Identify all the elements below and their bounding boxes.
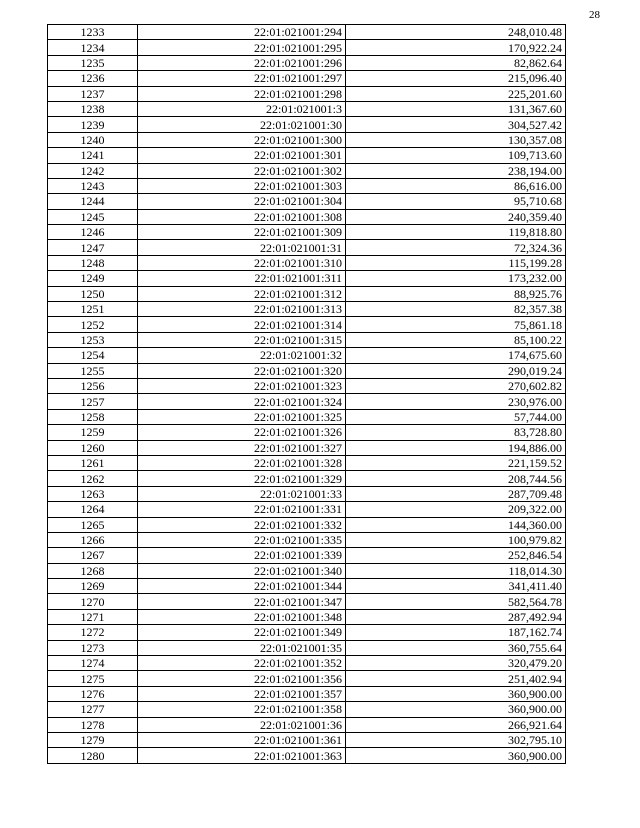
table-row	[48, 686, 566, 701]
cadastral-number-cell: 22:01:021001:347	[138, 594, 346, 609]
row-number-cell: 1271	[48, 609, 138, 624]
row-number-cell: 1251	[48, 302, 138, 317]
value-cell: 304,527.42	[346, 117, 566, 132]
value-cell: 72,324.36	[346, 240, 566, 255]
table-row	[48, 363, 566, 378]
table-row	[48, 702, 566, 717]
cadastral-number-cell: 22:01:021001:31	[138, 240, 346, 255]
table-row	[48, 409, 566, 424]
value-cell: 144,360.00	[346, 517, 566, 532]
cadastral-number-cell: 22:01:021001:311	[138, 271, 346, 286]
row-number-cell: 1260	[48, 440, 138, 455]
row-number-cell: 1273	[48, 640, 138, 655]
row-number-cell: 1275	[48, 671, 138, 686]
table-row	[48, 317, 566, 332]
value-cell: 248,010.48	[346, 25, 566, 40]
table-row	[48, 656, 566, 671]
table-row	[48, 517, 566, 532]
value-cell: 174,675.60	[346, 348, 566, 363]
table-row	[48, 225, 566, 240]
table-row	[48, 671, 566, 686]
table-row	[48, 117, 566, 132]
row-number-cell: 1274	[48, 656, 138, 671]
value-cell: 287,492.94	[346, 609, 566, 624]
cadastral-number-cell: 22:01:021001:309	[138, 225, 346, 240]
value-cell: 57,744.00	[346, 409, 566, 424]
cadastral-number-cell: 22:01:021001:298	[138, 86, 346, 101]
table-row	[48, 594, 566, 609]
value-cell: 341,411.40	[346, 579, 566, 594]
row-number-cell: 1257	[48, 394, 138, 409]
table-row	[48, 732, 566, 747]
table-row	[48, 194, 566, 209]
table-row	[48, 86, 566, 101]
table-row	[48, 209, 566, 224]
cadastral-number-cell: 22:01:021001:294	[138, 25, 346, 40]
row-number-cell: 1256	[48, 378, 138, 393]
row-number-cell: 1241	[48, 148, 138, 163]
cadastral-number-cell: 22:01:021001:30	[138, 117, 346, 132]
cadastral-number-cell: 22:01:021001:326	[138, 425, 346, 440]
row-number-cell: 1263	[48, 486, 138, 501]
row-number-cell: 1247	[48, 240, 138, 255]
cadastral-number-cell: 22:01:021001:339	[138, 548, 346, 563]
cadastral-number-cell: 22:01:021001:3	[138, 101, 346, 116]
value-cell: 194,886.00	[346, 440, 566, 455]
table-row	[48, 471, 566, 486]
value-cell: 225,201.60	[346, 86, 566, 101]
row-number-cell: 1236	[48, 71, 138, 86]
row-number-cell: 1240	[48, 132, 138, 147]
value-cell: 290,019.24	[346, 363, 566, 378]
value-cell: 119,818.80	[346, 225, 566, 240]
cadastral-number-cell: 22:01:021001:300	[138, 132, 346, 147]
cadastral-value-table	[47, 24, 566, 764]
value-cell: 215,096.40	[346, 71, 566, 86]
table-row	[48, 717, 566, 732]
cadastral-number-cell: 22:01:021001:335	[138, 532, 346, 547]
value-cell: 360,900.00	[346, 702, 566, 717]
table-row	[48, 486, 566, 501]
row-number-cell: 1269	[48, 579, 138, 594]
table-row	[48, 302, 566, 317]
value-cell: 230,976.00	[346, 394, 566, 409]
table-row	[48, 332, 566, 347]
cadastral-number-cell: 22:01:021001:302	[138, 163, 346, 178]
table-row	[48, 579, 566, 594]
row-number-cell: 1237	[48, 86, 138, 101]
row-number-cell: 1267	[48, 548, 138, 563]
row-number-cell: 1234	[48, 40, 138, 55]
table-row	[48, 71, 566, 86]
table-row	[48, 240, 566, 255]
table-row	[48, 548, 566, 563]
cadastral-number-cell: 22:01:021001:314	[138, 317, 346, 332]
cadastral-number-cell: 22:01:021001:297	[138, 71, 346, 86]
table-row	[48, 532, 566, 547]
row-number-cell: 1265	[48, 517, 138, 532]
value-cell: 83,728.80	[346, 425, 566, 440]
cadastral-number-cell: 22:01:021001:340	[138, 563, 346, 578]
value-cell: 360,900.00	[346, 748, 566, 763]
row-number-cell: 1244	[48, 194, 138, 209]
cadastral-number-cell: 22:01:021001:304	[138, 194, 346, 209]
page-number: 28	[589, 9, 600, 21]
value-cell: 131,367.60	[346, 101, 566, 116]
cadastral-number-cell: 22:01:021001:332	[138, 517, 346, 532]
cadastral-number-cell: 22:01:021001:325	[138, 409, 346, 424]
value-cell: 82,862.64	[346, 55, 566, 70]
row-number-cell: 1268	[48, 563, 138, 578]
cadastral-number-cell: 22:01:021001:324	[138, 394, 346, 409]
value-cell: 95,710.68	[346, 194, 566, 209]
cadastral-number-cell: 22:01:021001:320	[138, 363, 346, 378]
value-cell: 75,861.18	[346, 317, 566, 332]
value-cell: 88,925.76	[346, 286, 566, 301]
row-number-cell: 1261	[48, 455, 138, 470]
table-row	[48, 625, 566, 640]
row-number-cell: 1266	[48, 532, 138, 547]
table-row	[48, 748, 566, 763]
row-number-cell: 1278	[48, 717, 138, 732]
value-cell: 170,922.24	[346, 40, 566, 55]
cadastral-number-cell: 22:01:021001:331	[138, 502, 346, 517]
cadastral-number-cell: 22:01:021001:33	[138, 486, 346, 501]
value-cell: 100,979.82	[346, 532, 566, 547]
row-number-cell: 1279	[48, 732, 138, 747]
table-row	[48, 286, 566, 301]
row-number-cell: 1254	[48, 348, 138, 363]
table-row	[48, 148, 566, 163]
value-cell: 582,564.78	[346, 594, 566, 609]
cadastral-number-cell: 22:01:021001:308	[138, 209, 346, 224]
row-number-cell: 1259	[48, 425, 138, 440]
row-number-cell: 1239	[48, 117, 138, 132]
value-cell: 173,232.00	[346, 271, 566, 286]
table-row	[48, 348, 566, 363]
row-number-cell: 1252	[48, 317, 138, 332]
row-number-cell: 1242	[48, 163, 138, 178]
cadastral-number-cell: 22:01:021001:310	[138, 255, 346, 270]
row-number-cell: 1238	[48, 101, 138, 116]
row-number-cell: 1249	[48, 271, 138, 286]
value-cell: 252,846.54	[346, 548, 566, 563]
table-row	[48, 55, 566, 70]
cadastral-number-cell: 22:01:021001:363	[138, 748, 346, 763]
value-cell: 82,357.38	[346, 302, 566, 317]
table-row	[48, 563, 566, 578]
row-number-cell: 1255	[48, 363, 138, 378]
value-cell: 360,900.00	[346, 686, 566, 701]
row-number-cell: 1258	[48, 409, 138, 424]
cadastral-number-cell: 22:01:021001:349	[138, 625, 346, 640]
row-number-cell: 1233	[48, 25, 138, 40]
row-number-cell: 1250	[48, 286, 138, 301]
value-cell: 360,755.64	[346, 640, 566, 655]
row-number-cell: 1262	[48, 471, 138, 486]
value-cell: 240,359.40	[346, 209, 566, 224]
value-cell: 287,709.48	[346, 486, 566, 501]
table-body	[48, 25, 566, 764]
row-number-cell: 1272	[48, 625, 138, 640]
value-cell: 238,194.00	[346, 163, 566, 178]
row-number-cell: 1246	[48, 225, 138, 240]
row-number-cell: 1270	[48, 594, 138, 609]
cadastral-number-cell: 22:01:021001:36	[138, 717, 346, 732]
table-row	[48, 101, 566, 116]
table-row	[48, 132, 566, 147]
row-number-cell: 1248	[48, 255, 138, 270]
value-cell: 266,921.64	[346, 717, 566, 732]
table-row	[48, 40, 566, 55]
table-row	[48, 425, 566, 440]
table-row	[48, 502, 566, 517]
value-cell: 86,616.00	[346, 178, 566, 193]
value-cell: 221,159.52	[346, 455, 566, 470]
cadastral-number-cell: 22:01:021001:357	[138, 686, 346, 701]
cadastral-number-cell: 22:01:021001:301	[138, 148, 346, 163]
value-cell: 187,162.74	[346, 625, 566, 640]
value-cell: 251,402.94	[346, 671, 566, 686]
cadastral-number-cell: 22:01:021001:348	[138, 609, 346, 624]
value-cell: 118,014.30	[346, 563, 566, 578]
row-number-cell: 1245	[48, 209, 138, 224]
row-number-cell: 1276	[48, 686, 138, 701]
value-cell: 208,744.56	[346, 471, 566, 486]
value-cell: 109,713.60	[346, 148, 566, 163]
value-cell: 270,602.82	[346, 378, 566, 393]
value-cell: 115,199.28	[346, 255, 566, 270]
row-number-cell: 1280	[48, 748, 138, 763]
cadastral-number-cell: 22:01:021001:323	[138, 378, 346, 393]
row-number-cell: 1264	[48, 502, 138, 517]
cadastral-number-cell: 22:01:021001:295	[138, 40, 346, 55]
cadastral-number-cell: 22:01:021001:303	[138, 178, 346, 193]
value-cell: 85,100.22	[346, 332, 566, 347]
cadastral-number-cell: 22:01:021001:32	[138, 348, 346, 363]
table-row	[48, 609, 566, 624]
row-number-cell: 1277	[48, 702, 138, 717]
row-number-cell: 1253	[48, 332, 138, 347]
cadastral-number-cell: 22:01:021001:315	[138, 332, 346, 347]
table-row	[48, 163, 566, 178]
cadastral-number-cell: 22:01:021001:313	[138, 302, 346, 317]
cadastral-number-cell: 22:01:021001:344	[138, 579, 346, 594]
table-row	[48, 455, 566, 470]
cadastral-number-cell: 22:01:021001:327	[138, 440, 346, 455]
table-row	[48, 255, 566, 270]
cadastral-number-cell: 22:01:021001:356	[138, 671, 346, 686]
cadastral-number-cell: 22:01:021001:361	[138, 732, 346, 747]
table-row	[48, 378, 566, 393]
cadastral-number-cell: 22:01:021001:35	[138, 640, 346, 655]
cadastral-number-cell: 22:01:021001:296	[138, 55, 346, 70]
cadastral-number-cell: 22:01:021001:352	[138, 656, 346, 671]
row-number-cell: 1235	[48, 55, 138, 70]
table-row	[48, 271, 566, 286]
value-cell: 209,322.00	[346, 502, 566, 517]
value-cell: 320,479.20	[346, 656, 566, 671]
value-cell: 302,795.10	[346, 732, 566, 747]
cadastral-number-cell: 22:01:021001:329	[138, 471, 346, 486]
row-number-cell: 1243	[48, 178, 138, 193]
value-cell: 130,357.08	[346, 132, 566, 147]
cadastral-number-cell: 22:01:021001:328	[138, 455, 346, 470]
cadastral-number-cell: 22:01:021001:358	[138, 702, 346, 717]
table-row	[48, 440, 566, 455]
table-row	[48, 25, 566, 40]
table-row	[48, 394, 566, 409]
table-row	[48, 640, 566, 655]
cadastral-number-cell: 22:01:021001:312	[138, 286, 346, 301]
table-row	[48, 178, 566, 193]
